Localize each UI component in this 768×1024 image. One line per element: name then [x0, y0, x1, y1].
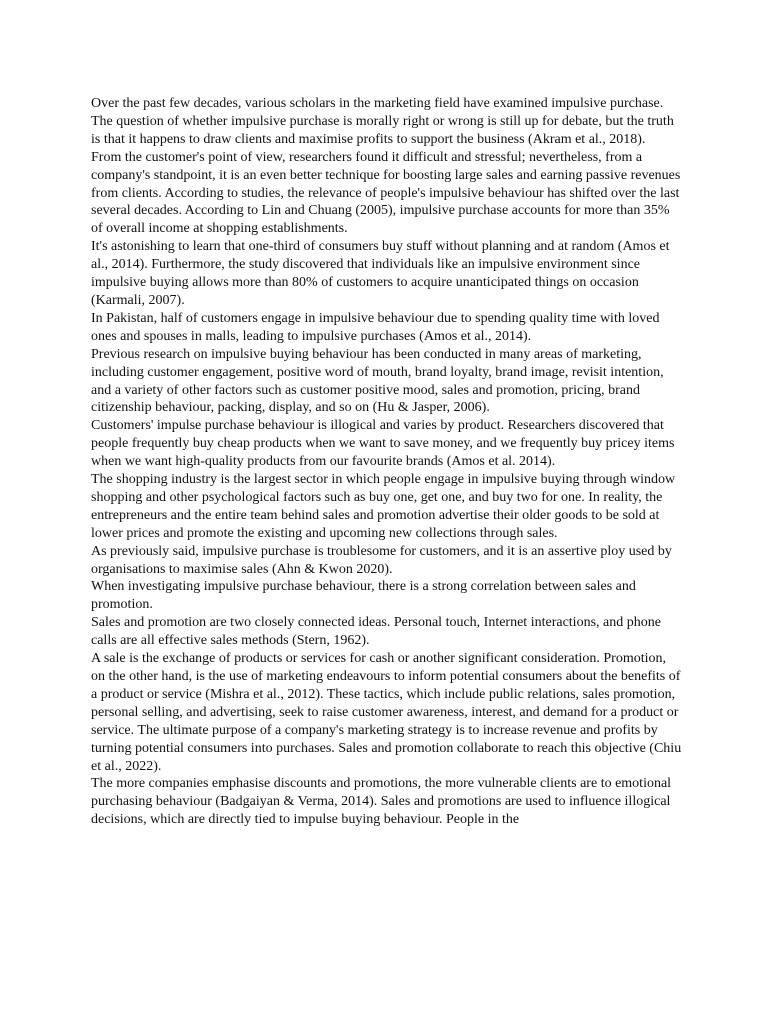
paragraph-5: Previous research on impulsive buying behaviour has been conducted in many areas of marketing, including customer engagement, positive word of mouth, brand loyalty, brand image, revisit intention, and a variety of other factors such as customer positive mood, sales and promotion, pricing, brand citizenship behaviour, packing, display, and so on (Hu & Jasper, 2006).	[91, 346, 664, 416]
paragraph-4: In Pakistan, half of customers engage in impulsive behaviour due to spending quality time with loved ones and spouses in malls, leading to impulsive purchases (Amos et al., 2014).	[91, 310, 660, 344]
paragraph-10: Sales and promotion are two closely connected ideas. Personal touch, Internet interactions, and phone calls are all effective sales methods (Stern, 1962).	[91, 615, 661, 649]
paragraph-11: A sale is the exchange of products or services for cash or another significant consideration. Promotion, on the other hand, is the use of marketing endeavours to inform potential consumers about the benefits of a product or service (Mishra et al., 2012). These tactics, which include public relations, sales promotion, personal selling, and advertising, seek to raise customer awareness, interest, and demand for a product or service. The ultimate purpose of a company's marketing strategy is to increase revenue and profits by turning potential consumers into purchases. Sales and promotion collaborate to reach this objective (Chiu et al., 2022).	[91, 651, 682, 774]
document-body	[91, 95, 683, 829]
paragraph-9: When investigating impulsive purchase behaviour, there is a strong correlation between sales and promotion.	[91, 579, 636, 613]
paragraph-8: As previously said, impulsive purchase is troublesome for customers, and it is an assertive ploy used by organisations to maximise sales (Ahn & Kwon 2020).	[91, 543, 672, 577]
paragraph-2: From the customer's point of view, researchers found it difficult and stressful; nevertheless, from a company's standpoint, it is an even better technique for boosting large sales and earning passive revenues from clients. According to studies, the relevance of people's impulsive behaviour has shifted over the last several decades. According to Lin and Chuang (2005), impulsive purchase accounts for more than 35% of overall income at shopping establishments.	[91, 149, 681, 237]
paragraph-3: It's astonishing to learn that one-third of consumers buy stuff without planning and at random (Amos et al., 2014). Furthermore, the study discovered that individuals like an impulsive environment since impulsive buying allows more than 80% of customers to acquire unanticipated things on occasion (Karmali, 2007).	[91, 239, 670, 308]
paragraph-12: The more companies emphasise discounts and promotions, the more vulnerable clients are to emotional purchasing behaviour (Badgaiyan & Verma, 2014). Sales and promotions are used to influence illogical decisions, which are directly tied to impulse buying behaviour. People in the	[91, 776, 672, 828]
paragraph-7: The shopping industry is the largest sector in which people engage in impulsive buying through window shopping and other psychological factors such as buy one, get one, and buy two for one. In reality, the entrepreneurs and the entire team behind sales and promotion advertise their older goods to be sold at lower prices and promote the existing and upcoming new collections through sales.	[91, 472, 676, 541]
paragraph-1: Over the past few decades, various scholars in the marketing field have examined impulsive purchase. The question of whether impulsive purchase is morally right or wrong is still up for debate, but the truth is that it happens to draw clients and maximise profits to support the business (Akram et al., 2018).	[91, 96, 674, 147]
paragraph-6: Customers' impulse purchase behaviour is illogical and varies by product. Researchers discovered that people frequently buy cheap products when we want to save money, and we frequently buy pricey items when we want high-quality products from our favourite brands (Amos et al. 2014).	[91, 418, 675, 470]
